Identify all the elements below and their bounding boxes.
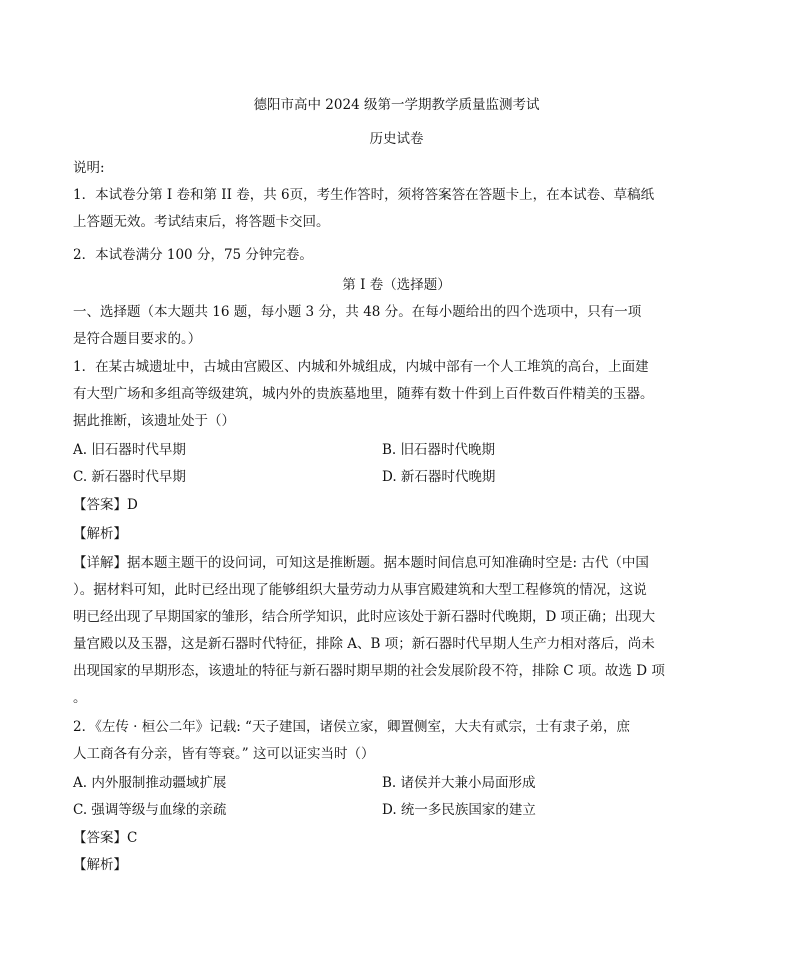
instruction-item-1-line-2: 上答题无效。考试结束后，将答题卡交回。 (73, 214, 330, 230)
instructions-label: 说明: (73, 160, 105, 176)
q2-option-d: D. 统一多民族国家的建立 (382, 802, 536, 818)
q1-option-d: D. 新石器时代晚期 (382, 469, 496, 485)
q2-answer: 【答案】C (73, 830, 138, 846)
q1-option-b: B. 旧石器时代晚期 (382, 442, 496, 458)
q1-analysis-label: 【解析】 (73, 526, 127, 542)
q1-stem-line-2: 有大型广场和多组高等级建筑，城内外的贵族墓地里，随葬有数十件到上百件数百件精美的玉器。 (73, 386, 654, 402)
section-title: 第 I 卷（选择题） (342, 277, 451, 293)
q2-option-c: C. 强调等级与血缘的亲疏 (73, 802, 227, 818)
q1-detail-line-1: 【详解】据本题主题干的设问词，可知这是推断题。据本题时间信息可知准确时空是: 古代（中国 (73, 555, 649, 571)
q1-answer: 【答案】D (73, 497, 138, 513)
section-intro-line-1: 一、选择题（本大题共 16 题，每小题 3 分，共 48 分。在每小题给出的四个选项中，只有一项 (73, 304, 642, 320)
q2-stem-line-1: 2．《左传 · 桓公二年》记载: “天子建国，诸侯立家，卿置侧室，大夫有贰宗，士有隶子弟，庶 (73, 719, 630, 735)
q2-option-b: B. 诸侯并大兼小局面形成 (382, 775, 536, 791)
q1-stem-line-1: 1．在某古城遗址中，古城由宫殿区、内城和外城组成，内城中部有一个人工堆筑的高台，上面建 (73, 359, 649, 375)
q1-detail-line-5: 出现国家的早期形态，该遗址的特征与新石器时期早期的社会发展阶段不符，排除 C 项。故选 D 项 (73, 663, 665, 679)
q1-detail-line-4: 量宫殿以及玉器，这是新石器时代特征，排除 A、B 项；新石器时代早期人生产力相对落后，尚未 (73, 636, 655, 652)
exam-subtitle: 历史试卷 (369, 131, 424, 147)
q1-detail-line-2: ）。据材料可知，此时已经出现了能够组织大量劳动力从事宫殿建筑和大型工程修筑的情况，这说 (73, 582, 647, 598)
instruction-item-2: 2．本试卷满分 100 分，75 分钟完卷。 (73, 247, 313, 263)
q1-stem-line-3: 据此推断，该遗址处于（） (73, 413, 235, 429)
q1-option-a: A. 旧石器时代早期 (73, 442, 186, 458)
q1-option-c: C. 新石器时代早期 (73, 469, 186, 485)
q1-detail-line-6: 。 (73, 690, 87, 706)
instruction-item-1-line-1: 1．本试卷分第 I 卷和第 II 卷，共 6页，考生作答时，须将答案答在答题卡上，在本试卷、草稿纸 (73, 187, 655, 203)
q1-detail-line-3: 明已经出现了早期国家的雏形，结合所学知识，此时应该处于新石器时代晚期，D 项正确；出现大 (73, 609, 656, 625)
section-intro-line-2: 是符合题目要求的。） (73, 331, 202, 347)
q2-analysis-label: 【解析】 (73, 857, 127, 873)
q2-stem-line-2: 人工商各有分亲，皆有等衰。” 这可以证实当时（） (73, 746, 375, 762)
q2-option-a: A. 内外服制推动疆域扩展 (73, 775, 227, 791)
exam-title: 德阳市高中 2024 级第一学期教学质量监测考试 (253, 97, 540, 113)
